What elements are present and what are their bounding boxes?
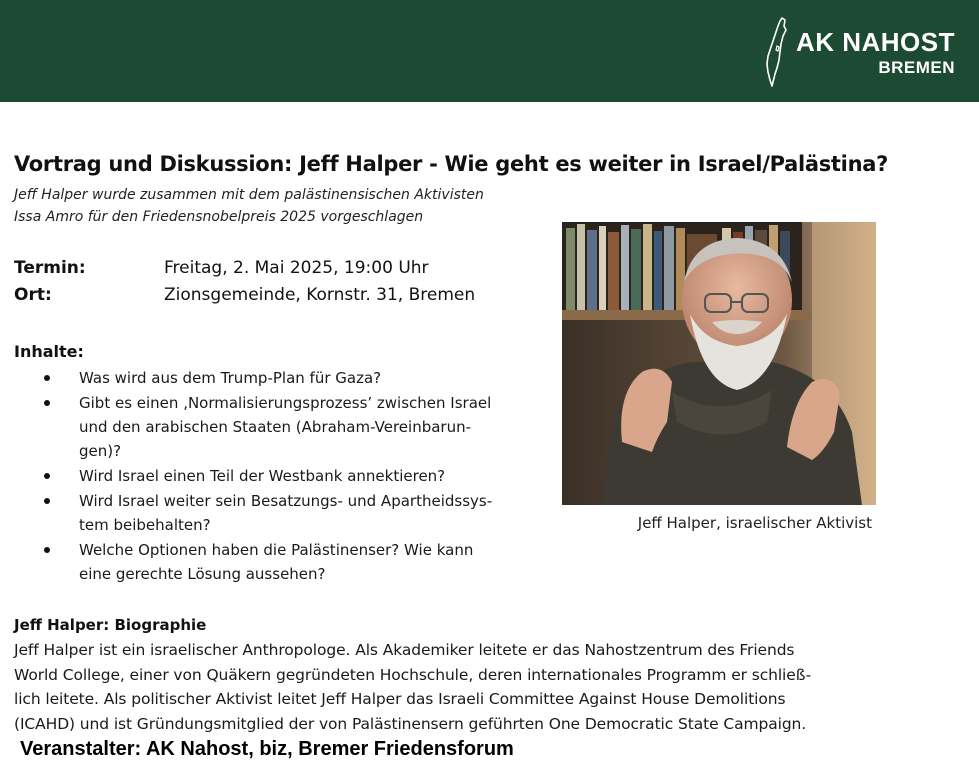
subtitle-line: Issa Amro für den Friedensnobelpreis 2025 vorgeschlagen bbox=[14, 209, 424, 225]
bullet-icon bbox=[44, 400, 50, 406]
bio-line: Jeff Halper ist ein israelischer Anthropologe. Als Akademiker leitete er das Nahostzentrum des Friends bbox=[14, 641, 795, 659]
portrait-illustration bbox=[562, 222, 876, 505]
list-item-line: eine gerechte Lösung aussehen? bbox=[79, 565, 326, 583]
bio-heading: Jeff Halper: Biographie bbox=[14, 616, 207, 634]
list-item-line: tem beibehalten? bbox=[79, 516, 211, 534]
list-item bbox=[44, 489, 544, 537]
speaker-photo bbox=[562, 222, 876, 505]
header-band bbox=[0, 0, 979, 102]
list-item bbox=[44, 464, 544, 488]
list-item-line: Welche Optionen haben die Palästinenser? Wie kann bbox=[79, 541, 474, 559]
logo-title: AK NAHOST bbox=[795, 26, 955, 57]
event-title: Vortrag und Diskussion: Jeff Halper - Wie geht es weiter in Israel/Palästina? bbox=[14, 152, 888, 176]
ort-value: Zionsgemeinde, Kornstr. 31, Bremen bbox=[164, 285, 476, 305]
list-item bbox=[44, 391, 544, 463]
bullet-icon bbox=[44, 547, 50, 553]
inhalte-list bbox=[44, 366, 544, 587]
list-item-line: Was wird aus dem Trump-Plan für Gaza? bbox=[79, 369, 382, 387]
inhalte-heading: Inhalte: bbox=[14, 342, 84, 361]
list-item-line: und den arabischen Staaten (Abraham-Vereinbarun- bbox=[79, 418, 472, 436]
list-item bbox=[44, 366, 544, 390]
logo-city: BREMEN bbox=[878, 57, 955, 77]
bio-line: (ICAHD) und ist Gründungsmitglied der von Palästinensern geführten One Democratic State Campaign. bbox=[14, 714, 807, 733]
bio-line: lich leitete. Als politischer Aktivist leitet Jeff Halper das Israeli Committee Against House Demolitions bbox=[14, 690, 786, 709]
bullet-icon bbox=[44, 498, 50, 504]
ak-nahost-logo[interactable] bbox=[764, 16, 955, 88]
list-item bbox=[44, 538, 544, 586]
termin-label: Termin: bbox=[14, 258, 86, 278]
bio-text bbox=[14, 638, 894, 736]
list-item-line: Wird Israel einen Teil der Westbank annektieren? bbox=[79, 467, 446, 485]
bullet-icon bbox=[44, 375, 50, 381]
list-item-line: Wird Israel weiter sein Besatzungs- und Apartheidssys- bbox=[79, 492, 493, 510]
bullet-icon bbox=[44, 473, 50, 479]
organizer-line: Veranstalter: AK Nahost, biz, Bremer Friedensforum bbox=[20, 738, 514, 760]
bio-line: World College, einer von Quäkern gegründeten Hochschule, deren internationales Programm er schließ- bbox=[14, 665, 812, 684]
ort-label: Ort: bbox=[14, 285, 52, 305]
map-outline-icon bbox=[764, 16, 790, 88]
photo-caption: Jeff Halper, israelischer Aktivist bbox=[637, 514, 872, 532]
list-item-line: Gibt es einen ‚Normalisierungsprozess’ zwischen Israel bbox=[79, 394, 492, 412]
list-item-line: gen)? bbox=[79, 442, 122, 460]
event-subtitle bbox=[14, 184, 534, 228]
termin-value: Freitag, 2. Mai 2025, 19:00 Uhr bbox=[164, 258, 429, 278]
subtitle-line: Jeff Halper wurde zusammen mit dem palästinensischen Aktivisten bbox=[14, 187, 484, 203]
